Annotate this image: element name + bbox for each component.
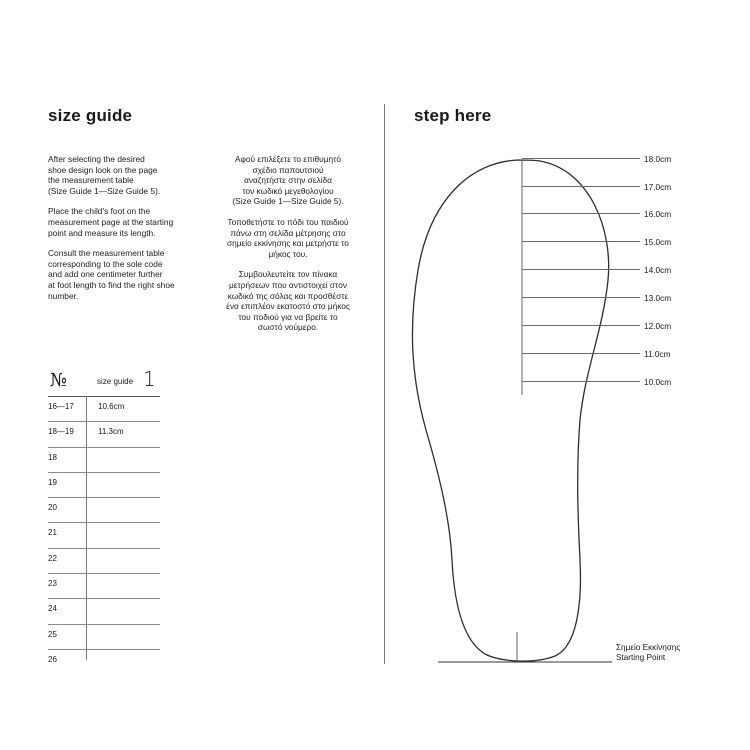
ruler-tick bbox=[522, 269, 640, 270]
ruler-tick bbox=[522, 381, 640, 382]
ruler-label: 18.0cm bbox=[644, 154, 672, 164]
size-guide-number: 1 bbox=[143, 367, 156, 391]
size-guide-header: size guide bbox=[97, 377, 134, 386]
gr-line: αναζητήστε στην σελίδα bbox=[244, 175, 332, 186]
en-line: at foot length to find the right shoe bbox=[48, 279, 175, 290]
ruler-tick bbox=[522, 158, 640, 159]
gr-line: μήκος του. bbox=[268, 248, 308, 259]
starting-point-greek: Σημείο Εκκίνησης bbox=[616, 643, 681, 652]
size-number: 20 bbox=[48, 503, 57, 513]
ruler-tick bbox=[522, 186, 640, 187]
en-line: Consult the measurement table bbox=[48, 248, 165, 259]
size-number: 16—17 bbox=[48, 402, 74, 411]
ruler-label: 12.0cm bbox=[644, 321, 672, 331]
step-here-title: step here bbox=[414, 106, 492, 125]
ruler-label: 13.0cm bbox=[644, 293, 672, 303]
gr-line: (Size Guide 1—Size Guide 5). bbox=[232, 196, 344, 207]
ruler-tick bbox=[522, 325, 640, 326]
ruler-label: 16.0cm bbox=[644, 209, 672, 219]
en-line: Place the child's foot on the bbox=[48, 206, 151, 217]
sole-outline-path bbox=[412, 160, 608, 661]
gr-line: τον κωδικό μεγεθολογίου bbox=[242, 185, 334, 196]
size-number: 18 bbox=[48, 452, 57, 462]
ruler-tick bbox=[522, 213, 640, 214]
en-line: measurement page at the starting bbox=[48, 216, 174, 227]
gr-line: Τοποθετήστε το πόδι του παιδιού bbox=[227, 216, 349, 227]
ruler-label: 10.0cm bbox=[644, 377, 672, 387]
en-line: shoe design look on the page bbox=[48, 164, 158, 175]
size-number: 22 bbox=[48, 553, 57, 563]
size-number: 25 bbox=[48, 629, 57, 639]
gr-line: κωδικό της σόλας και προσθέστε bbox=[227, 290, 349, 301]
size-number: 26 bbox=[48, 654, 57, 664]
gr-line: ένα επιπλέον εκατοστό στο μήκος bbox=[226, 301, 350, 312]
size-number: 18—19 bbox=[48, 427, 74, 437]
en-line: corresponding to the sole code bbox=[48, 258, 163, 269]
size-number: 19 bbox=[48, 477, 57, 487]
en-line: point and measure its length. bbox=[48, 227, 156, 238]
gr-line: σωστό νούμερο. bbox=[257, 322, 319, 333]
size-number: 24 bbox=[48, 604, 57, 614]
ruler-tick bbox=[522, 353, 640, 354]
gr-line: σημείο εκκίνησης και μετρήστε το bbox=[227, 238, 349, 249]
ruler-label: 11.0cm bbox=[644, 349, 671, 359]
ruler-label: 14.0cm bbox=[644, 265, 672, 275]
gr-line: Αφού επιλέξετε το επιθυμητό bbox=[235, 154, 341, 164]
size-length: 11.3cm bbox=[98, 427, 124, 437]
gr-line: μετρήσεων που αντιστοιχεί στον bbox=[229, 279, 347, 290]
ruler-tick bbox=[522, 241, 640, 242]
gr-line: σχέδιο παπουτσιού bbox=[252, 164, 324, 175]
ruler-tick bbox=[522, 297, 640, 298]
size-length: 10.6cm bbox=[98, 402, 125, 411]
ruler-label: 15.0cm bbox=[644, 237, 672, 247]
gr-line: πάνω στη σελίδα μέτρησης στο bbox=[230, 227, 346, 238]
en-line: (Size Guide 1—Size Guide 5). bbox=[48, 185, 161, 196]
gr-line: του ποδιού για να βρείτε το bbox=[238, 311, 338, 322]
starting-point-english: Starting Point bbox=[616, 653, 666, 662]
gr-line: Συμβουλευτείτε τον πίνακα bbox=[238, 269, 338, 280]
size-number: 21 bbox=[48, 528, 57, 538]
starting-point-label bbox=[616, 643, 680, 663]
ruler-label: 17.0cm bbox=[644, 182, 672, 192]
en-line: After selecting the desired bbox=[48, 154, 145, 164]
number-sign-header: № bbox=[50, 370, 68, 391]
size-guide-title: size guide bbox=[48, 106, 133, 125]
en-line: number. bbox=[48, 290, 79, 301]
en-line: and add one centimeter further bbox=[48, 269, 163, 280]
en-line: the measurement table bbox=[48, 175, 134, 186]
size-number: 23 bbox=[48, 579, 57, 589]
